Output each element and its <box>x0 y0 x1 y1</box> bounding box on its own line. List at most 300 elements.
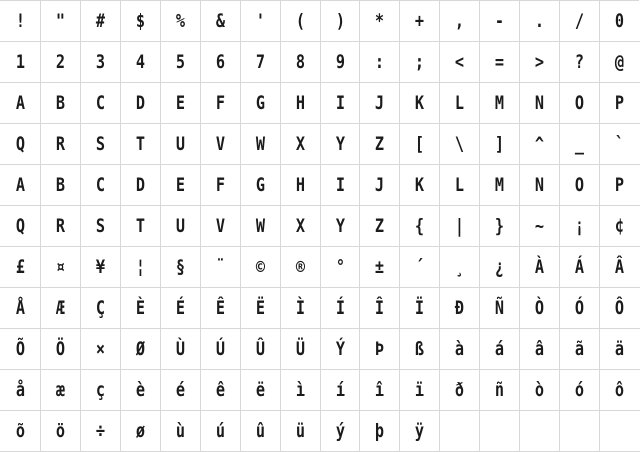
glyph: Ó <box>575 297 585 319</box>
glyph-cell[interactable] <box>400 83 440 124</box>
glyph-cell[interactable] <box>440 42 480 83</box>
glyph: X <box>295 215 305 237</box>
glyph-cell[interactable] <box>120 83 160 124</box>
glyph: ê <box>215 379 225 401</box>
glyph-cell[interactable] <box>560 411 600 452</box>
glyph: ä <box>614 338 625 360</box>
glyph: \ <box>455 133 465 155</box>
glyph-cell[interactable] <box>280 329 320 370</box>
glyph: X <box>295 133 305 155</box>
glyph: ÷ <box>95 420 105 442</box>
glyph-cell[interactable] <box>520 288 560 329</box>
glyph: è <box>135 379 145 401</box>
glyph: ] <box>495 133 505 155</box>
glyph: A <box>15 92 26 114</box>
glyph-cell[interactable] <box>520 124 560 165</box>
glyph-cell[interactable] <box>80 411 120 452</box>
glyph: ï <box>415 379 425 401</box>
glyph-cell[interactable] <box>1 411 41 452</box>
glyph: Y <box>335 215 345 237</box>
glyph-cell[interactable] <box>280 83 320 124</box>
glyph: Ê <box>215 297 225 319</box>
glyph-cell[interactable] <box>200 1 240 42</box>
glyph: M <box>495 92 505 114</box>
glyph-cell[interactable] <box>1 1 41 42</box>
glyph: A <box>15 174 26 196</box>
glyph: S <box>95 133 105 155</box>
glyph-cell[interactable] <box>200 370 240 411</box>
glyph-cell[interactable] <box>480 370 520 411</box>
glyph: ó <box>575 379 585 401</box>
glyph-cell[interactable] <box>40 247 80 288</box>
glyph-cell[interactable] <box>200 42 240 83</box>
glyph-cell[interactable] <box>600 206 640 247</box>
glyph-cell[interactable] <box>1 247 41 288</box>
glyph: % <box>175 10 185 32</box>
glyph-cell[interactable] <box>1 288 41 329</box>
glyph: à <box>455 338 465 360</box>
glyph-cell[interactable] <box>440 1 480 42</box>
glyph: D <box>135 92 145 114</box>
glyph-cell[interactable] <box>80 288 120 329</box>
glyph: Ö <box>55 338 65 360</box>
glyph: ¨ <box>215 256 225 278</box>
glyph: û <box>255 420 265 442</box>
glyph-cell[interactable] <box>80 165 120 206</box>
glyph: O <box>575 92 585 114</box>
glyph-cell[interactable] <box>480 1 520 42</box>
glyph-cell[interactable] <box>240 206 280 247</box>
glyph: Z <box>375 215 385 237</box>
glyph-cell[interactable] <box>1 206 41 247</box>
glyph-cell[interactable] <box>440 124 480 165</box>
glyph-cell[interactable] <box>40 411 80 452</box>
glyph-cell[interactable] <box>40 288 80 329</box>
glyph: ñ <box>495 379 505 401</box>
glyph: ú <box>215 420 225 442</box>
glyph-cell[interactable] <box>400 1 440 42</box>
glyph-cell[interactable] <box>120 288 160 329</box>
glyph: 0 <box>614 10 625 32</box>
glyph-cell[interactable] <box>400 124 440 165</box>
glyph-cell[interactable] <box>160 1 200 42</box>
glyph: Ú <box>215 338 225 360</box>
glyph: F <box>215 92 225 114</box>
glyph-cell[interactable] <box>360 124 400 165</box>
glyph-cell[interactable] <box>80 247 120 288</box>
glyph: Á <box>575 256 585 278</box>
glyph: ¡ <box>575 215 585 237</box>
glyph-cell[interactable] <box>320 206 360 247</box>
glyph-cell[interactable] <box>600 1 640 42</box>
glyph-cell[interactable] <box>280 42 320 83</box>
glyph-cell[interactable] <box>560 42 600 83</box>
glyph-cell[interactable] <box>360 165 400 206</box>
glyph: â <box>535 338 545 360</box>
glyph-cell[interactable] <box>480 288 520 329</box>
glyph-row <box>1 329 640 370</box>
glyph-cell[interactable] <box>480 83 520 124</box>
glyph-cell[interactable] <box>440 247 480 288</box>
glyph-row <box>1 1 640 42</box>
glyph: Ý <box>335 338 345 360</box>
glyph-cell[interactable] <box>440 83 480 124</box>
glyph-cell[interactable] <box>160 329 200 370</box>
glyph-cell[interactable] <box>160 124 200 165</box>
glyph-cell[interactable] <box>320 329 360 370</box>
glyph-cell[interactable] <box>160 165 200 206</box>
glyph-cell[interactable] <box>520 206 560 247</box>
glyph: [ <box>415 133 425 155</box>
glyph-row <box>1 411 640 452</box>
glyph: Ï <box>415 297 425 319</box>
glyph-cell[interactable] <box>1 42 41 83</box>
glyph: á <box>495 338 505 360</box>
glyph: ´ <box>415 256 425 278</box>
glyph: W <box>255 133 265 155</box>
glyph-cell[interactable] <box>600 83 640 124</box>
glyph: D <box>135 174 145 196</box>
glyph-cell[interactable] <box>1 165 41 206</box>
glyph: Q <box>15 133 26 155</box>
glyph: Ë <box>255 297 265 319</box>
glyph-cell[interactable] <box>520 1 560 42</box>
glyph: ) <box>335 10 345 32</box>
glyph-cell[interactable] <box>40 206 80 247</box>
glyph-cell[interactable] <box>320 411 360 452</box>
glyph-cell[interactable] <box>1 124 41 165</box>
glyph: L <box>455 92 465 114</box>
glyph: U <box>175 215 185 237</box>
glyph-cell[interactable] <box>240 411 280 452</box>
glyph: ã <box>575 338 585 360</box>
glyph-cell[interactable] <box>560 83 600 124</box>
glyph-cell[interactable] <box>360 370 400 411</box>
glyph-cell[interactable] <box>520 370 560 411</box>
glyph-row <box>1 288 640 329</box>
glyph: I <box>335 92 345 114</box>
glyph-cell[interactable] <box>200 411 240 452</box>
glyph-cell[interactable] <box>40 370 80 411</box>
glyph-cell[interactable] <box>360 288 400 329</box>
glyph-cell[interactable] <box>200 83 240 124</box>
glyph-cell[interactable] <box>360 247 400 288</box>
glyph: . <box>535 10 545 32</box>
glyph-cell[interactable] <box>160 42 200 83</box>
glyph-cell[interactable] <box>120 370 160 411</box>
glyph-cell[interactable] <box>40 1 80 42</box>
glyph: U <box>175 133 185 155</box>
glyph: R <box>55 215 65 237</box>
glyph: ; <box>415 51 425 73</box>
glyph-cell[interactable] <box>280 124 320 165</box>
glyph-cell[interactable] <box>120 206 160 247</box>
glyph: Ô <box>614 297 625 319</box>
glyph-cell[interactable] <box>80 206 120 247</box>
glyph: N <box>535 174 545 196</box>
glyph: T <box>135 215 145 237</box>
glyph-cell[interactable] <box>120 124 160 165</box>
glyph: O <box>575 174 585 196</box>
glyph-cell[interactable] <box>480 206 520 247</box>
glyph-cell[interactable] <box>160 411 200 452</box>
glyph: 1 <box>15 51 26 73</box>
glyph: ë <box>255 379 265 401</box>
glyph-cell[interactable] <box>1 370 41 411</box>
glyph-cell[interactable] <box>240 42 280 83</box>
glyph-cell[interactable] <box>320 288 360 329</box>
glyph-cell[interactable] <box>360 206 400 247</box>
glyph: R <box>55 133 65 155</box>
glyph-cell[interactable] <box>320 370 360 411</box>
glyph-cell[interactable] <box>200 247 240 288</box>
glyph: 4 <box>135 51 145 73</box>
glyph: E <box>175 174 185 196</box>
glyph-cell[interactable] <box>40 329 80 370</box>
glyph-cell[interactable] <box>320 83 360 124</box>
glyph: H <box>295 92 305 114</box>
glyph-cell[interactable] <box>280 1 320 42</box>
glyph-cell[interactable] <box>240 124 280 165</box>
glyph: ' <box>255 10 265 32</box>
glyph-cell[interactable] <box>320 42 360 83</box>
glyph-cell[interactable] <box>600 165 640 206</box>
glyph: ® <box>295 256 305 278</box>
glyph-cell[interactable] <box>280 206 320 247</box>
glyph-cell[interactable] <box>40 83 80 124</box>
glyph-cell[interactable] <box>400 206 440 247</box>
glyph-cell[interactable] <box>600 370 640 411</box>
glyph-cell[interactable] <box>600 329 640 370</box>
glyph-cell[interactable] <box>400 288 440 329</box>
glyph: þ <box>375 420 385 442</box>
glyph-cell[interactable] <box>480 42 520 83</box>
glyph-cell[interactable] <box>480 411 520 452</box>
glyph: 2 <box>55 51 65 73</box>
glyph-cell[interactable] <box>240 165 280 206</box>
glyph-cell[interactable] <box>360 329 400 370</box>
glyph-cell[interactable] <box>80 83 120 124</box>
glyph-cell[interactable] <box>120 247 160 288</box>
glyph: ¢ <box>614 215 625 237</box>
glyph: ! <box>15 10 26 32</box>
glyph-cell[interactable] <box>80 329 120 370</box>
glyph-cell[interactable] <box>200 329 240 370</box>
glyph-cell[interactable] <box>520 329 560 370</box>
glyph-cell[interactable] <box>160 83 200 124</box>
glyph-cell[interactable] <box>360 83 400 124</box>
glyph-cell[interactable] <box>280 288 320 329</box>
glyph-cell[interactable] <box>560 288 600 329</box>
glyph: È <box>135 297 145 319</box>
glyph-cell[interactable] <box>120 42 160 83</box>
glyph-cell[interactable] <box>400 247 440 288</box>
glyph: À <box>535 256 545 278</box>
glyph: Õ <box>15 338 26 360</box>
glyph-cell[interactable] <box>80 370 120 411</box>
glyph-cell[interactable] <box>240 247 280 288</box>
glyph-cell[interactable] <box>480 124 520 165</box>
glyph-cell[interactable] <box>160 206 200 247</box>
glyph-cell[interactable] <box>120 329 160 370</box>
glyph-row <box>1 165 640 206</box>
glyph: Â <box>614 256 625 278</box>
glyph-cell[interactable] <box>600 247 640 288</box>
glyph: Ñ <box>495 297 505 319</box>
glyph: J <box>375 174 385 196</box>
glyph-cell[interactable] <box>520 83 560 124</box>
glyph-cell[interactable] <box>440 370 480 411</box>
glyph-cell[interactable] <box>160 370 200 411</box>
glyph-cell[interactable] <box>600 411 640 452</box>
glyph-row <box>1 370 640 411</box>
glyph: : <box>375 51 385 73</box>
glyph: § <box>175 256 185 278</box>
glyph-cell[interactable] <box>320 165 360 206</box>
glyph-cell[interactable] <box>280 370 320 411</box>
glyph: Ù <box>175 338 185 360</box>
glyph-cell[interactable] <box>200 288 240 329</box>
glyph-cell[interactable] <box>560 165 600 206</box>
glyph-cell[interactable] <box>40 42 80 83</box>
glyph-cell[interactable] <box>80 124 120 165</box>
glyph: H <box>295 174 305 196</box>
glyph: V <box>215 215 225 237</box>
glyph-cell[interactable] <box>560 329 600 370</box>
glyph: > <box>535 51 545 73</box>
glyph-cell[interactable] <box>40 165 80 206</box>
glyph-cell[interactable] <box>120 1 160 42</box>
glyph-grid-body <box>1 1 640 452</box>
glyph: 8 <box>295 51 305 73</box>
glyph-cell[interactable] <box>560 1 600 42</box>
glyph: L <box>455 174 465 196</box>
glyph-cell[interactable] <box>320 1 360 42</box>
glyph: V <box>215 133 225 155</box>
glyph-cell[interactable] <box>360 1 400 42</box>
glyph-cell[interactable] <box>160 288 200 329</box>
glyph-cell[interactable] <box>240 83 280 124</box>
glyph-cell[interactable] <box>400 165 440 206</box>
glyph: Ð <box>455 297 465 319</box>
glyph-cell[interactable] <box>520 42 560 83</box>
glyph: õ <box>15 420 26 442</box>
glyph: ~ <box>535 215 545 237</box>
glyph-cell[interactable] <box>480 247 520 288</box>
glyph: C <box>95 92 105 114</box>
glyph-cell[interactable] <box>240 1 280 42</box>
glyph-cell[interactable] <box>1 329 41 370</box>
glyph: = <box>495 51 505 73</box>
glyph-cell[interactable] <box>400 411 440 452</box>
glyph: F <box>215 174 225 196</box>
glyph: # <box>95 10 105 32</box>
glyph-row <box>1 124 640 165</box>
glyph: ¸ <box>455 256 465 278</box>
glyph-cell[interactable] <box>240 288 280 329</box>
glyph-cell[interactable] <box>360 411 400 452</box>
glyph: Ø <box>135 338 145 360</box>
glyph-cell[interactable] <box>560 247 600 288</box>
glyph-cell[interactable] <box>440 411 480 452</box>
glyph-cell[interactable] <box>560 206 600 247</box>
glyph-cell[interactable] <box>480 165 520 206</box>
glyph-cell[interactable] <box>120 411 160 452</box>
glyph-cell[interactable] <box>480 329 520 370</box>
glyph-cell[interactable] <box>80 1 120 42</box>
glyph-cell[interactable] <box>240 329 280 370</box>
glyph-cell[interactable] <box>560 370 600 411</box>
glyph: Y <box>335 133 345 155</box>
glyph-cell[interactable] <box>440 288 480 329</box>
glyph-cell[interactable] <box>40 124 80 165</box>
glyph: £ <box>15 256 26 278</box>
glyph: é <box>175 379 185 401</box>
glyph-cell[interactable] <box>600 124 640 165</box>
glyph: î <box>375 379 385 401</box>
glyph-cell[interactable] <box>600 288 640 329</box>
glyph-cell[interactable] <box>400 329 440 370</box>
glyph-cell[interactable] <box>200 124 240 165</box>
glyph-cell[interactable] <box>520 411 560 452</box>
glyph-cell[interactable] <box>200 206 240 247</box>
glyph-cell[interactable] <box>280 247 320 288</box>
glyph: W <box>255 215 265 237</box>
glyph-cell[interactable] <box>80 42 120 83</box>
glyph-cell[interactable] <box>280 165 320 206</box>
glyph-cell[interactable] <box>400 42 440 83</box>
glyph-cell[interactable] <box>600 42 640 83</box>
glyph-cell[interactable] <box>440 329 480 370</box>
glyph: Ç <box>95 297 105 319</box>
glyph-cell[interactable] <box>360 42 400 83</box>
glyph: S <box>95 215 105 237</box>
glyph: 6 <box>215 51 225 73</box>
glyph-cell[interactable] <box>240 370 280 411</box>
glyph: å <box>15 379 26 401</box>
glyph-cell[interactable] <box>320 124 360 165</box>
glyph: _ <box>575 133 585 155</box>
glyph-cell[interactable] <box>440 206 480 247</box>
glyph: × <box>95 338 105 360</box>
glyph-cell[interactable] <box>440 165 480 206</box>
glyph: @ <box>614 51 625 73</box>
glyph: | <box>455 215 465 237</box>
glyph: " <box>55 10 65 32</box>
glyph-cell[interactable] <box>1 83 41 124</box>
glyph-cell[interactable] <box>280 411 320 452</box>
glyph-cell[interactable] <box>520 165 560 206</box>
glyph: ý <box>335 420 345 442</box>
glyph: T <box>135 133 145 155</box>
glyph: ü <box>295 420 305 442</box>
glyph: N <box>535 92 545 114</box>
glyph: æ <box>55 379 65 401</box>
glyph-cell[interactable] <box>520 247 560 288</box>
glyph-cell[interactable] <box>400 370 440 411</box>
glyph: P <box>614 174 625 196</box>
glyph: Å <box>15 297 26 319</box>
glyph: C <box>95 174 105 196</box>
glyph-cell[interactable] <box>200 165 240 206</box>
glyph: { <box>415 215 425 237</box>
glyph-cell[interactable] <box>120 165 160 206</box>
glyph-row <box>1 247 640 288</box>
glyph-cell[interactable] <box>160 247 200 288</box>
glyph-cell[interactable] <box>320 247 360 288</box>
glyph: P <box>614 92 625 114</box>
glyph-cell[interactable] <box>560 124 600 165</box>
